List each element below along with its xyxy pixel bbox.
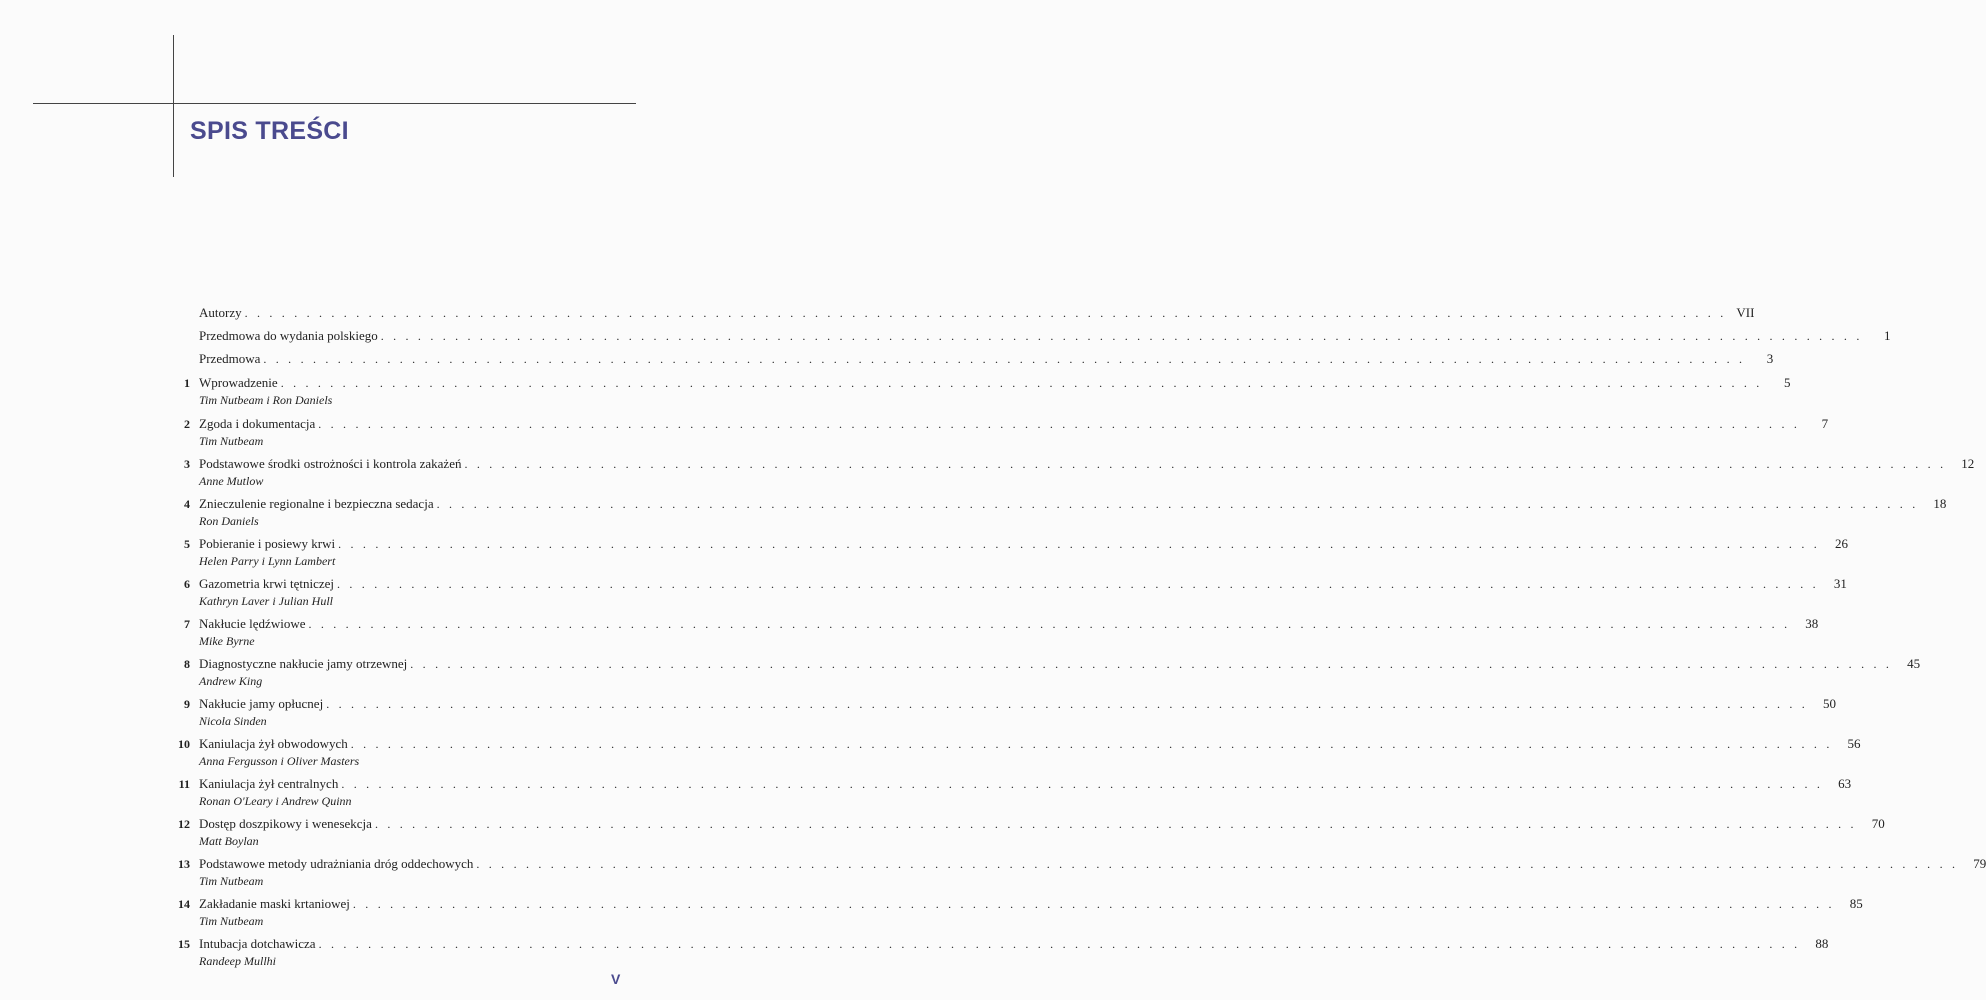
chapter-title: Zgoda i dokumentacja (199, 416, 316, 431)
chapter-authors: Kathryn Laver i Julian Hull (199, 594, 333, 608)
chapter-authors: Mike Byrne (199, 634, 255, 648)
toc-entry (0, 416, 1829, 452)
chapter-authors: Tim Nutbeam (199, 434, 264, 448)
chapter-number: 9 (184, 697, 190, 711)
toc-entry-line (199, 776, 1852, 794)
page-reference: 18 (1933, 496, 1947, 511)
page-title: SPIS TREŚCI (190, 117, 349, 145)
toc-entry (0, 856, 1986, 892)
chapter-number: 6 (184, 577, 190, 591)
toc-entry-line (199, 305, 1755, 323)
toc-entry (0, 776, 1852, 812)
dot-leader: . . . . . . . . . . . . . . . . . . . . . . . . . . . . . . . . . . . . . . . . . . . . . . . . . . . . . . . . . . . . . . . . . . . . . . . . . . . . . . . . . . . . . . . . . . . . . . . . . . . . . . . . . . . . . . . . . . . . . . . . (464, 457, 1947, 471)
page-reference: 63 (1838, 776, 1852, 791)
chapter-title: Autorzy (199, 305, 242, 320)
toc-entry (0, 896, 1863, 932)
page-reference: 50 (1823, 696, 1836, 711)
toc-entry-line (199, 936, 1829, 954)
chapter-title: Przedmowa do wydania polskiego (199, 328, 378, 343)
toc-entry (0, 576, 1847, 612)
vertical-rule (173, 35, 174, 177)
chapter-title: Kaniulacja żył centralnych (199, 776, 339, 791)
chapter-title: Podstawowe środki ostrożności i kontrola zakażeń (199, 456, 462, 471)
chapter-authors: Tim Nutbeam (199, 874, 264, 888)
chapter-authors: Ron Daniels (199, 514, 259, 528)
toc-entry (0, 736, 1861, 772)
dot-leader: . . . . . . . . . . . . . . . . . . . . . . . . . . . . . . . . . . . . . . . . . . . . . . . . . . . . . . . . . . . . . . . . . . . . . . . . . . . . . . . . . . . . . . . . . . . . . . . . . . . . . . . . . . . . . . . . . . . . . . . . (318, 937, 1801, 951)
toc-entry (0, 456, 1975, 492)
dot-leader: . . . . . . . . . . . . . . . . . . . . . . . . . . . . . . . . . . . . . . . . . . . . . . . . . . . . . . . . . . . . . . . . . . . . . . . . . . . . . . . . . . . . . . . . . . . . . . . . . . . . . . . . . . . . . . . . . . . . . . . . (476, 857, 1959, 871)
toc-entry-line (199, 576, 1847, 594)
chapter-title: Podstawowe metody udrażniania dróg oddechowych (199, 856, 474, 871)
dot-leader: . . . . . . . . . . . . . . . . . . . . . . . . . . . . . . . . . . . . . . . . . . . . . . . . . . . . . . . . . . . . . . . . . . . . . . . . . . . . . . . . . . . . . . . . . . . . . . . . . . . . . . . . . . . . . . . . . . . . . . . . (350, 737, 1833, 751)
chapter-authors: Nicola Sinden (199, 714, 267, 728)
chapter-title: Przedmowa (199, 351, 261, 366)
dot-leader: . . . . . . . . . . . . . . . . . . . . . . . . . . . . . . . . . . . . . . . . . . . . . . . . . . . . . . . . . . . . . . . . . . . . . . . . . . . . . . . . . . . . . . . . . . . . . . . . . . . . . . . . . . . . . . . . . . . . . . . . (263, 352, 1746, 366)
dot-leader: . . . . . . . . . . . . . . . . . . . . . . . . . . . . . . . . . . . . . . . . . . . . . . . . . . . . . . . . . . . . . . . . . . . . . . . . . . . . . . . . . . . . . . . . . . . . . . . . . . . . . . . . . . . . . . . . . . . . . . . . (326, 697, 1808, 711)
dot-leader: . . . . . . . . . . . . . . . . . . . . . . . . . . . . . . . . . . . . . . . . . . . . . . . . . . . . . . . . . . . . . . . . . . . . . . . . . . . . . . . . . . . . . . . . . . . . . . . . . . . . . . . . . . . . . . . . . . . . . . . . (280, 376, 1763, 390)
toc-entry-line (199, 616, 1819, 634)
page-reference: 1 (1884, 328, 1891, 343)
chapter-number: 15 (178, 937, 190, 951)
chapter-number: 3 (184, 457, 190, 471)
chapter-number: 11 (178, 777, 190, 791)
toc-entry (0, 536, 1848, 572)
chapter-number: 4 (184, 497, 190, 511)
page-reference: 85 (1849, 896, 1863, 911)
dot-leader: . . . . . . . . . . . . . . . . . . . . . . . . . . . . . . . . . . . . . . . . . . . . . . . . . . . . . . . . . . . . . . . . . . . . . . . . . . . . . . . . . . . . . . . . . . . . . . . . . . . . . . . . . . . . . . . . . . . . . . . . (337, 577, 1819, 591)
chapter-title: Nakłucie jamy opłucnej (199, 696, 324, 711)
page-reference: 12 (1961, 456, 1975, 471)
page-reference: 45 (1907, 656, 1921, 671)
chapter-title: Zakładanie maski krtaniowej (199, 896, 350, 911)
chapter-number: 8 (184, 657, 190, 671)
dot-leader: . . . . . . . . . . . . . . . . . . . . . . . . . . . . . . . . . . . . . . . . . . . . . . . . . . . . . . . . . . . . . . . . . . . . . . . . . . . . . . . . . . . . . . . . . . . . . . . . . . . . . . . . . . . . . . . . . . . . . . . . (352, 897, 1835, 911)
page-reference: 38 (1805, 616, 1819, 631)
chapter-number: 12 (178, 817, 190, 831)
chapter-title: Nakłucie lędźwiowe (199, 616, 306, 631)
chapter-authors: Randeep Mullhi (199, 954, 276, 968)
page-number: V (611, 971, 621, 987)
toc-entry-line (199, 351, 1774, 369)
chapter-authors: Helen Parry i Lynn Lambert (199, 554, 336, 568)
page-reference: 31 (1833, 576, 1847, 591)
chapter-title: Gazometria krwi tętniczej (199, 576, 334, 591)
toc-entry-line (199, 816, 1885, 834)
page-reference: VII (1736, 305, 1755, 320)
toc-entry-line (199, 536, 1848, 554)
toc-entry-line (199, 416, 1829, 434)
toc-entry-line (199, 896, 1863, 914)
toc-entry-line (199, 696, 1836, 714)
chapter-title: Pobieranie i posiewy krwi (199, 536, 336, 551)
chapter-title: Diagnostyczne nakłucie jamy otrzewnej (199, 656, 408, 671)
chapter-authors: Tim Nutbeam i Ron Daniels (199, 393, 333, 407)
chapter-number: 5 (184, 537, 190, 551)
toc-entry (0, 816, 1885, 852)
horizontal-rule (33, 103, 636, 104)
toc-entry (0, 496, 1947, 532)
page-reference: 70 (1871, 816, 1885, 831)
dot-leader: . . . . . . . . . . . . . . . . . . . . . . . . . . . . . . . . . . . . . . . . . . . . . . . . . . . . . . . . . . . . . . . . . . . . . . . . . . . . . . . . . . . . . . . . . . . . . . . . . . . . . . . . . . . . . . . . . . . . . . . . (341, 777, 1824, 791)
chapter-title: Intubacja dotchawicza (199, 936, 316, 951)
toc-entry (0, 616, 1819, 652)
toc-entry-line (199, 656, 1921, 674)
chapter-number: 2 (184, 417, 190, 431)
page-reference: 88 (1815, 936, 1829, 951)
dot-leader: . . . . . . . . . . . . . . . . . . . . . . . . . . . . . . . . . . . . . . . . . . . . . . . . . . . . . . . . . . . . . . . . . . . . . . . . . . . . . . . . . . . . . . . . . . . . . . . . . . . . . . . . . . . . . . . . . . . . . . . . (410, 657, 1893, 671)
chapter-title: Kaniulacja żył obwodowych (199, 736, 348, 751)
chapter-authors: Matt Boylan (199, 834, 259, 848)
toc-entry (0, 375, 1791, 411)
dot-leader: . . . . . . . . . . . . . . . . . . . . . . . . . . . . . . . . . . . . . . . . . . . . . . . . . . . . . . . . . . . . . . . . . . . . . . . . . . . . . . . . . . . . . . . . . . . . . . . . . . . . . . . . . . . . . . . . . . . . . . . . (374, 817, 1857, 831)
chapter-title: Dostęp doszpikowy i wenesekcja (199, 816, 372, 831)
chapter-number: 1 (184, 376, 190, 390)
toc-entry (0, 936, 1829, 972)
page-reference: 56 (1847, 736, 1861, 751)
toc-entry-line (199, 328, 1891, 346)
toc-entry-line (199, 496, 1947, 514)
dot-leader: . . . . . . . . . . . . . . . . . . . . . . . . . . . . . . . . . . . . . . . . . . . . . . . . . . . . . . . . . . . . . . . . . . . . . . . . . . . . . . . . . . . . . . . . . . . . . . . . . . . . . . . . . . . . . . . . . . . . . . . . (244, 306, 1727, 320)
toc-entry-line (199, 736, 1861, 754)
chapter-number: 7 (184, 617, 190, 631)
toc-entry (0, 696, 1836, 732)
page-reference: 5 (1784, 375, 1791, 390)
chapter-number: 10 (178, 737, 190, 751)
toc-entry-line (199, 375, 1791, 393)
chapter-authors: Anne Mutlow (199, 474, 264, 488)
chapter-authors: Anna Fergusson i Oliver Masters (199, 754, 360, 768)
chapter-authors: Ronan O'Leary i Andrew Quinn (199, 794, 352, 808)
page-reference: 3 (1766, 351, 1774, 366)
toc-entry (0, 656, 1921, 692)
chapter-authors: Tim Nutbeam (199, 914, 264, 928)
dot-leader: . . . . . . . . . . . . . . . . . . . . . . . . . . . . . . . . . . . . . . . . . . . . . . . . . . . . . . . . . . . . . . . . . . . . . . . . . . . . . . . . . . . . . . . . . . . . . . . . . . . . . . . . . . . . . . . . . . . . . . . . (318, 417, 1801, 431)
toc-entry-line (199, 856, 1986, 874)
dot-leader: . . . . . . . . . . . . . . . . . . . . . . . . . . . . . . . . . . . . . . . . . . . . . . . . . . . . . . . . . . . . . . . . . . . . . . . . . . . . . . . . . . . . . . . . . . . . . . . . . . . . . . . . . . . . . . . . . . . . . . . . (436, 497, 1919, 511)
dot-leader: . . . . . . . . . . . . . . . . . . . . . . . . . . . . . . . . . . . . . . . . . . . . . . . . . . . . . . . . . . . . . . . . . . . . . . . . . . . . . . . . . . . . . . . . . . . . . . . . . . . . . . . . . . . . . . . . . . . . . . . . (338, 537, 1820, 551)
chapter-number: 13 (178, 857, 190, 871)
chapter-number: 14 (178, 897, 190, 911)
chapter-title: Wprowadzenie (199, 375, 278, 390)
page-reference: 79 (1973, 856, 1986, 871)
dot-leader: . . . . . . . . . . . . . . . . . . . . . . . . . . . . . . . . . . . . . . . . . . . . . . . . . . . . . . . . . . . . . . . . . . . . . . . . . . . . . . . . . . . . . . . . . . . . . . . . . . . . . . . . . . . . . . . . . . . . . . . . (380, 329, 1863, 343)
page-reference: 7 (1821, 416, 1829, 431)
chapter-authors: Andrew King (199, 674, 263, 688)
page-reference: 26 (1834, 536, 1848, 551)
dot-leader: . . . . . . . . . . . . . . . . . . . . . . . . . . . . . . . . . . . . . . . . . . . . . . . . . . . . . . . . . . . . . . . . . . . . . . . . . . . . . . . . . . . . . . . . . . . . . . . . . . . . . . . . . . . . . . . . . . . . . . . . (308, 617, 1791, 631)
toc-entry-line (199, 456, 1975, 474)
chapter-title: Znieczulenie regionalne i bezpieczna sedacja (199, 496, 434, 511)
